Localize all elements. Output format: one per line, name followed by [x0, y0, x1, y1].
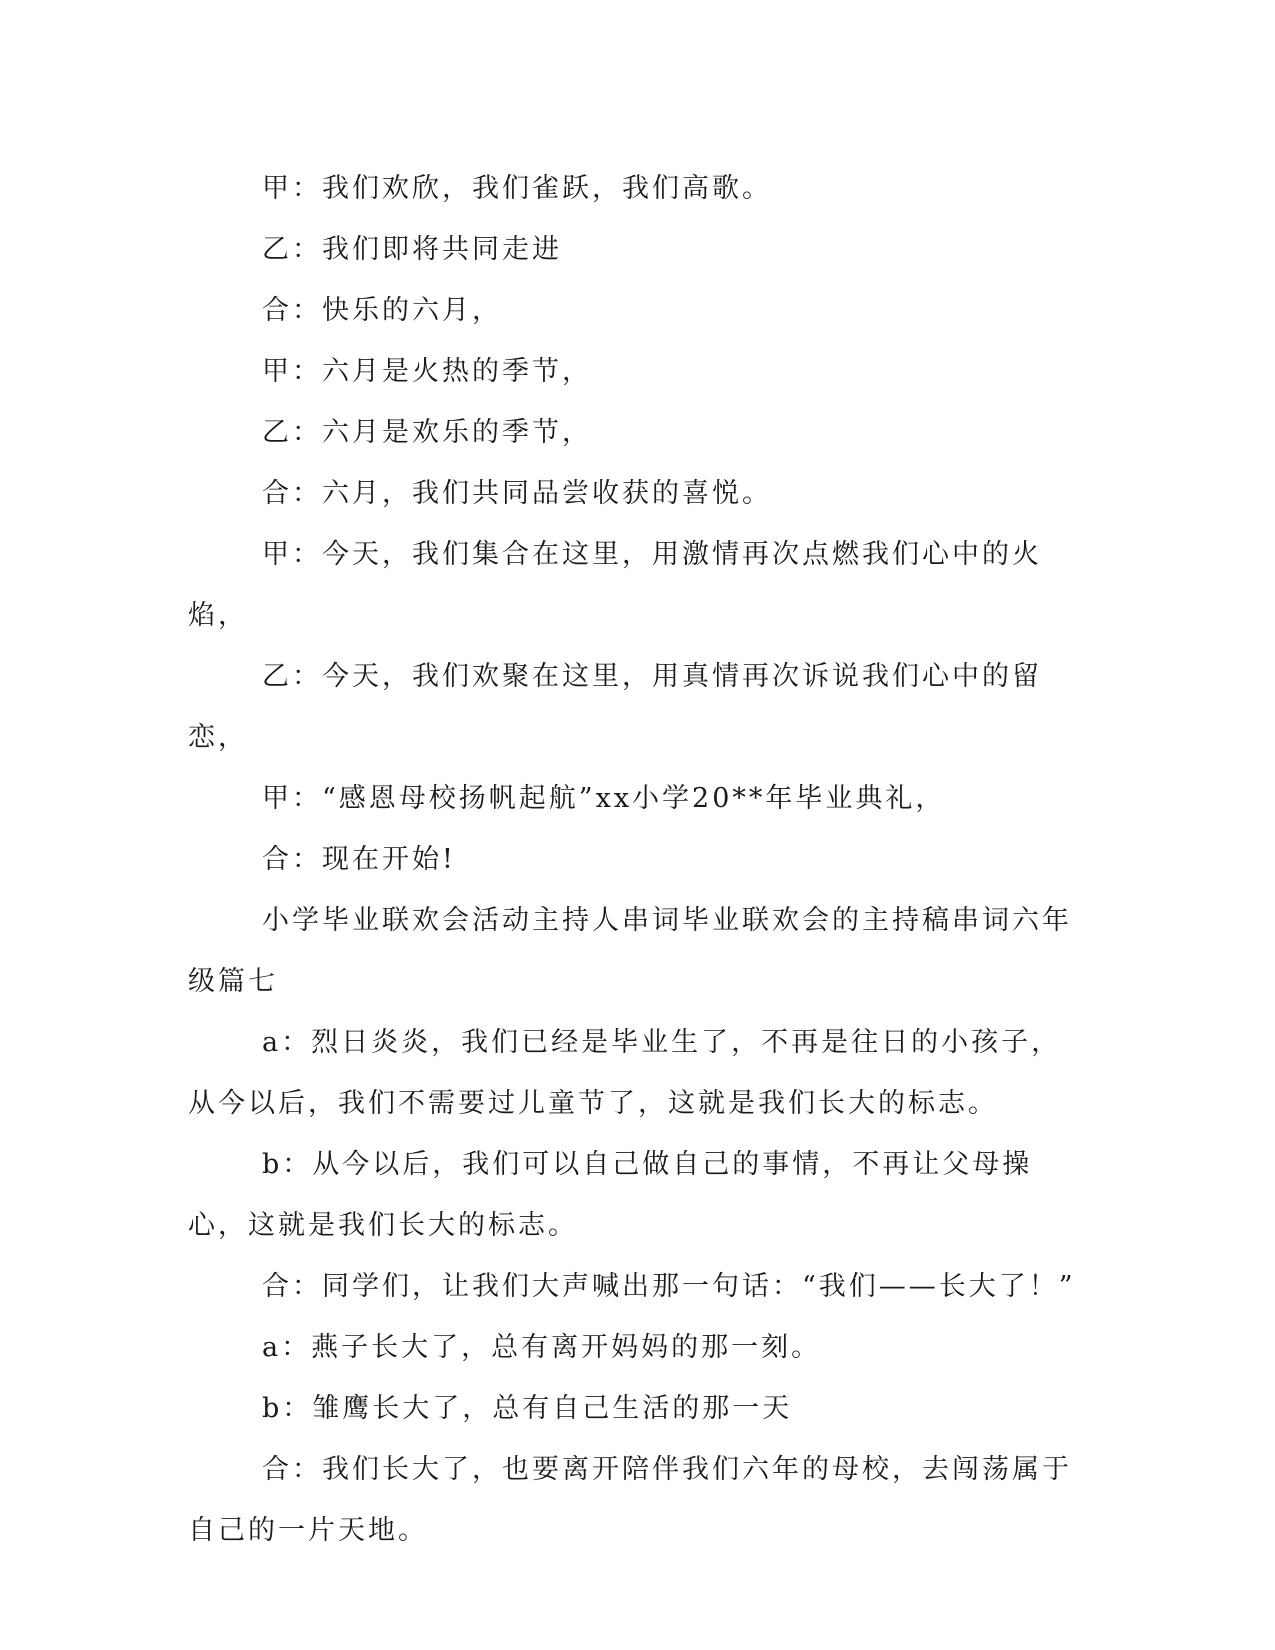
- paragraph: 合：快乐的六月，: [262, 295, 502, 326]
- paragraph: a：燕子长大了，总有离开妈妈的那一刻。: [262, 1332, 822, 1363]
- paragraph: 甲：我们欢欣，我们雀跃，我们高歌。: [262, 173, 772, 204]
- paragraph: 合：现在开始!: [262, 844, 456, 875]
- section-title: 小学毕业联欢会活动主持人串词毕业联欢会的主持稿串词六年级篇七: [188, 905, 1072, 997]
- paragraph: b：从今以后，我们可以自己做自己的事情，不再让父母操心，这就是我们长大的标志。: [188, 1149, 1033, 1241]
- paragraph: a：烈日炎炎，我们已经是毕业生了，不再是往日的小孩子，从今以后，我们不需要过儿童节了，这就是我们长大的标志。: [188, 1027, 1062, 1119]
- document-body: [188, 158, 1088, 1561]
- paragraph: 甲：六月是火热的季节，: [262, 356, 592, 387]
- paragraph: 合：同学们，让我们大声喊出那一句话：“我们——长大了！”: [262, 1271, 1076, 1302]
- paragraph: 乙：我们即将共同走进: [262, 234, 562, 265]
- paragraph: 甲：今天，我们集合在这里，用激情再次点燃我们心中的火焰，: [188, 539, 1042, 631]
- paragraph: 甲：“感恩母校扬帆起航”xx小学20**年毕业典礼，: [262, 783, 946, 814]
- paragraph: 合：六月，我们共同品尝收获的喜悦。: [262, 478, 772, 509]
- paragraph: 乙：六月是欢乐的季节，: [262, 417, 592, 448]
- paragraph: b：雏鹰长大了，总有自己生活的那一天: [262, 1393, 793, 1424]
- paragraph: 合：我们长大了，也要离开陪伴我们六年的母校，去闯荡属于自己的一片天地。: [188, 1454, 1072, 1546]
- paragraph: 乙：今天，我们欢聚在这里，用真情再次诉说我们心中的留恋，: [188, 661, 1042, 753]
